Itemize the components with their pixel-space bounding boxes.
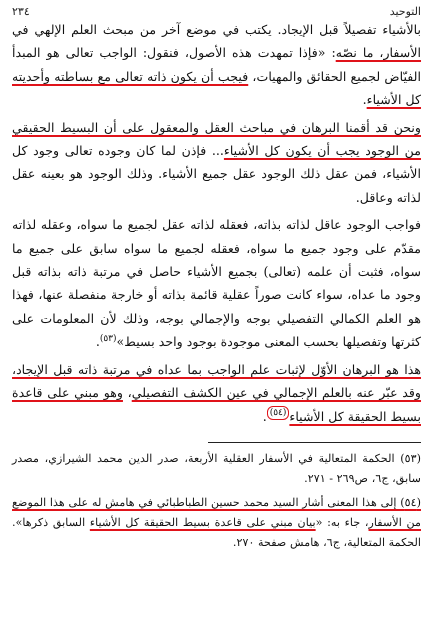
main-text (12, 18, 421, 428)
reference-marker: (٥٣) (99, 334, 117, 345)
text-run: فواجب الوجود عاقل لذاته بذاته، فعقله لذاته عقل لجميع ما سواه، وعقله لذاته مقدّم على وجود جميع ما سواه، فعقله لجميع ما سواه سابق على جميع ما سواه، فثبت أن علمه (تعالى) بجميع الأشياء حاصل في مرتبة ذاته بذاته قبل وجود ما عداه، سواء كانت صوراً عقلية قائمة بذاته أو خارجة منفصلة عنها، فهذا هو العلم الكمالي التفصيلي بوجه والإجمالي بوجه، وذلك لأن المعلومات على كثرتها وتفصيلها بحسب المعنى موجودة بوجود واحد بسيط» (12, 217, 421, 350)
footnote-54 (12, 493, 421, 553)
underlined-phrase: بيان مبني على قاعدة بسيط الحقيقة كل الأشياء (89, 515, 316, 529)
text-run: ... فإذن لما كان وجوده تعالى وجود كل الأشياء، فمن عقل ذلك الوجود عقل جميع الأشياء. وذلك الوجود هو بعينه عقل لذاته وعاقل. (12, 143, 421, 205)
text-run: بالأشياء تفصيلاً قبل الإيجاد. يكتب في موضع آخر من مبحث العلم الإلهي في (12, 22, 421, 37)
text-run: . (262, 408, 267, 424)
circled-reference-marker: (٥٤) (267, 406, 290, 420)
underlined-phrase: ونحن قد أقمنا البرهان في مباحث العقل والمعقول على أن البسيط الحقيقي من الوجود يجب أن يكون كل الأشياء (12, 119, 421, 159)
text-run: . (95, 334, 100, 350)
paragraph-2 (12, 116, 421, 210)
text-run: : «فإذا تمهدت هذه الأصول، فنقول: الواجب تعالى هو المبدأ الفيّاض لجميع الحقائق والمهيات، (12, 45, 421, 84)
underlined-phrase: فيجب أن يكون ذاته تعالى مع بساطته وأحديته كل الأشياء (12, 68, 421, 108)
underlined-phrase: هذا هو البرهان الأوّل لإثبات علم الواجب بما عداه في مرتبة ذاته قبل الإيجاد، وقد عبّر عنه بالعلم الإجمالي في عين الكشف التفصيلي (12, 361, 422, 401)
footnotes (12, 449, 421, 553)
text-run: ، جاء به: « (315, 515, 369, 529)
text-run: . (362, 92, 367, 108)
underlined-phrase: (٥٤) إلى هذا المعنى أشار السيد محمد حسين الطباطبائي في هامش له على هذا الموضع من الأسفار (12, 495, 421, 529)
text-run: ، (122, 385, 132, 401)
underlined-phrase: الأسفار، ما نصّه (335, 45, 422, 61)
text-run: السابق ذكرها». الحكمة المتعالية، ج٦، هامش صفحة ٢٧٠. (12, 515, 421, 549)
footnote-53 (12, 449, 421, 489)
text-run: (٥٣) الحكمة المتعالية في الأسفار العقلية الأربعة، صدر الدين محمد الشيرازي، مصدر سابق، ج٦، ص٢٦٩ - ٢٧١. (12, 451, 421, 485)
paragraph-1 (12, 18, 421, 112)
paragraph-4 (12, 358, 421, 428)
page-number: ٢٣٤ (12, 4, 30, 18)
underlined-phrase: وهو مبني على قاعدة بسيط الحقيقة كل الأشياء (12, 385, 421, 424)
running-title: التوحيد (389, 4, 421, 18)
footnote-separator (208, 442, 421, 443)
paragraph-3 (12, 213, 421, 353)
page-header (12, 4, 421, 18)
